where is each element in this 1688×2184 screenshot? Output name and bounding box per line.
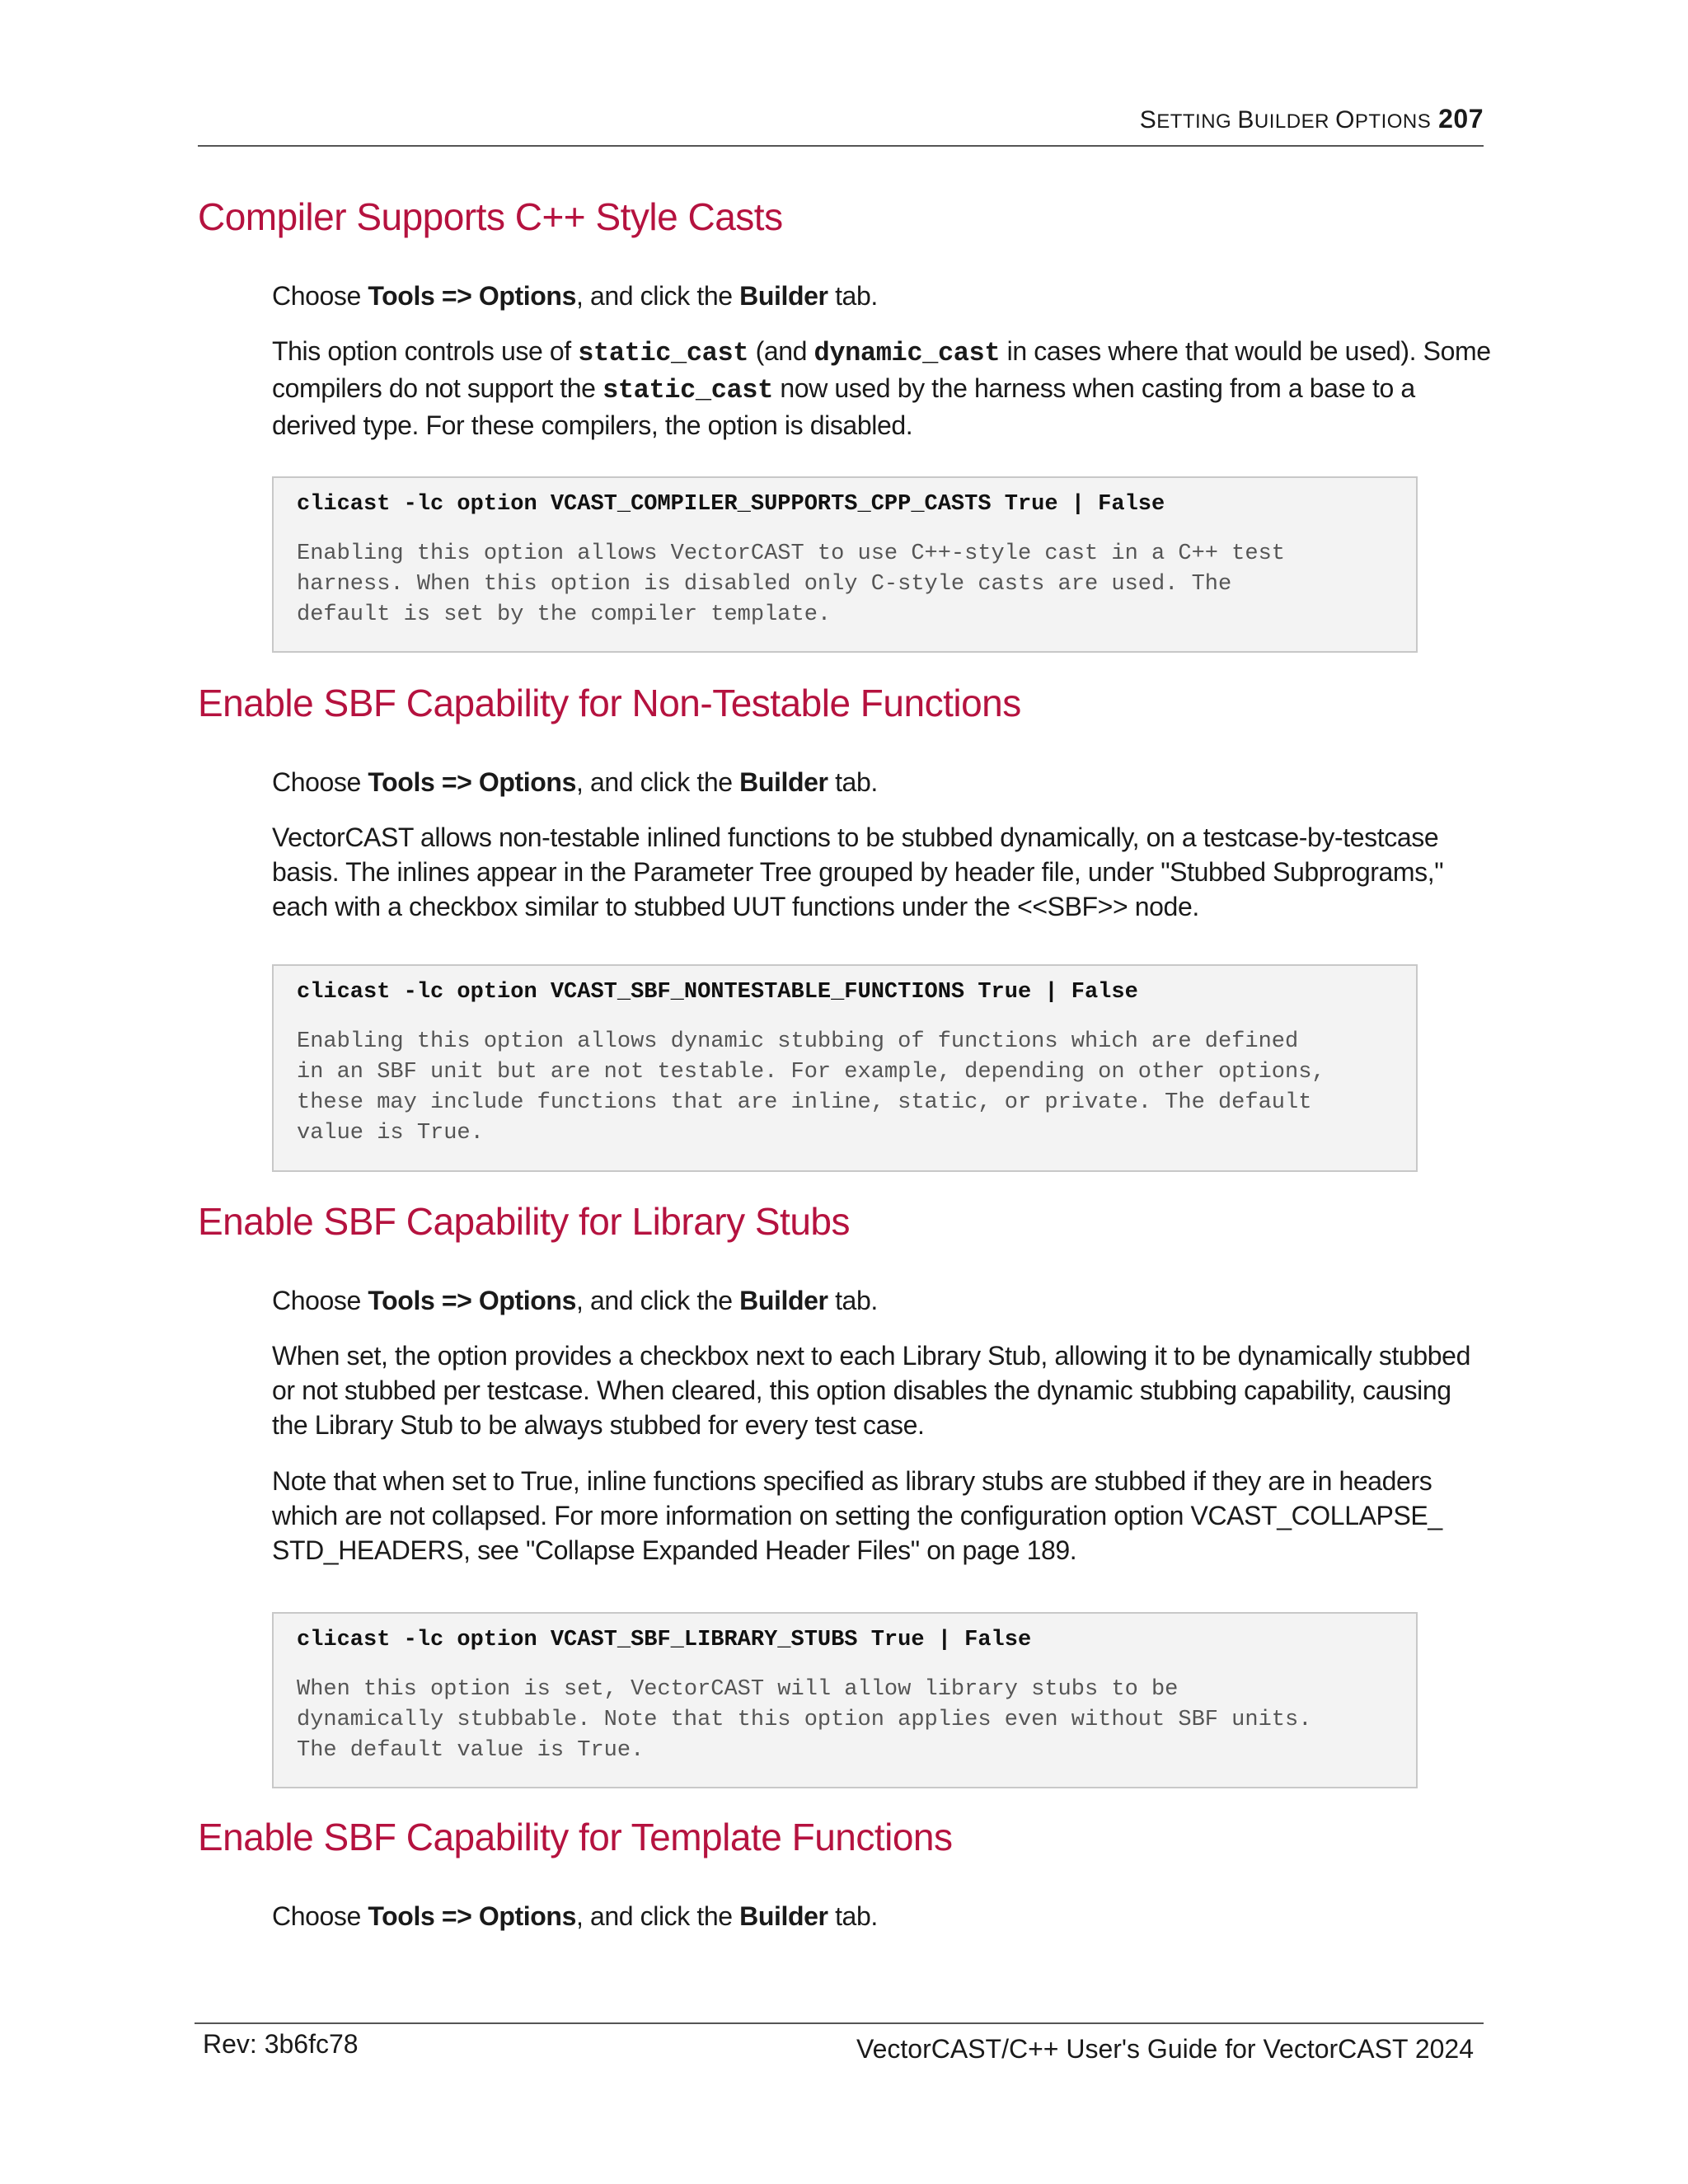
code-block [272,476,1418,653]
code-command: clicast -lc option VCAST_SBF_NONTESTABLE_FUNCTIONS True | False [297,980,1138,1005]
running-header [198,104,1484,134]
section-paragraph-note: Note that when set to True, inline functions specified as library stubs are stubbed if they are in headers which are not collapsed. For more information on setting the configuration option VCAST_COLLAPSE_ STD_HEADERS, see "Collapse Expanded Header Files" on page 189. [272,1466,1442,1565]
code-command: clicast -lc option VCAST_SBF_LIBRARY_STUBS True | False [297,1628,1032,1652]
section-paragraph: This option controls use of static_cast (and dynamic_cast in cases where that would be used). Some compilers do not support the static_cast now used by the harness when casting from a base to a derived type. For these compilers, the option is disabled. [272,336,1491,440]
guide-title: VectorCAST/C++ User's Guide for VectorCAST 2024 [856,2034,1474,2064]
code-description: When this option is set, VectorCAST will allow library stubs to be dynamically stubbable. Note that this option applies even without SBF units. The default value is True. [297,1677,1312,1763]
page-number: 207 [1438,104,1484,134]
footer-divider [195,2022,1484,2024]
revision-label: Rev: 3b6fc78 [203,2029,359,2059]
choose-instruction: Choose Tools => Options, and click the Builder tab. [272,281,878,311]
choose-instruction: Choose Tools => Options, and click the Builder tab. [272,767,878,797]
section-paragraph: VectorCAST allows non-testable inlined functions to be stubbed dynamically, on a testcase-by-testcase basis. The inlines appear in the Parameter Tree grouped by header file, under "Stubbed Subprograms," each with a checkbox similar to stubbed UUT functions under the <<SBF>> node. [272,823,1444,921]
code-description: Enabling this option allows VectorCAST to use C++-style cast in a C++ test harness. When this option is disabled only C-style casts are used. The default is set by the compiler template. [297,541,1285,627]
header-divider [198,145,1484,147]
section-heading-template-functions: Enable SBF Capability for Template Functions [198,1816,953,1858]
code-block [272,964,1418,1172]
section-heading-library-stubs: Enable SBF Capability for Library Stubs [198,1200,851,1243]
code-description: Enabling this option allows dynamic stubbing of functions which are defined in an SBF unit but are not testable. For example, depending on other options, these may include functions that are inline, static, or private. The default value is True. [297,1029,1325,1146]
section-heading-nontestable: Enable SBF Capability for Non-Testable Functions [198,682,1021,724]
section-heading-cpp-casts: Compiler Supports C++ Style Casts [198,195,783,238]
choose-instruction: Choose Tools => Options, and click the Builder tab. [272,1286,878,1315]
section-paragraph: When set, the option provides a checkbox next to each Library Stub, allowing it to be dynamically stubbed or not stubbed per testcase. When cleared, this option disables the dynamic stubbing capability, causing the Library Stub to be always stubbed for every test case. [272,1341,1470,1440]
code-block [272,1612,1418,1788]
choose-instruction: Choose Tools => Options, and click the Builder tab. [272,1901,878,1931]
code-command: clicast -lc option VCAST_COMPILER_SUPPORTS_CPP_CASTS True | False [297,492,1165,517]
header-title: SETTING BUILDER OPTIONS [1139,106,1432,134]
